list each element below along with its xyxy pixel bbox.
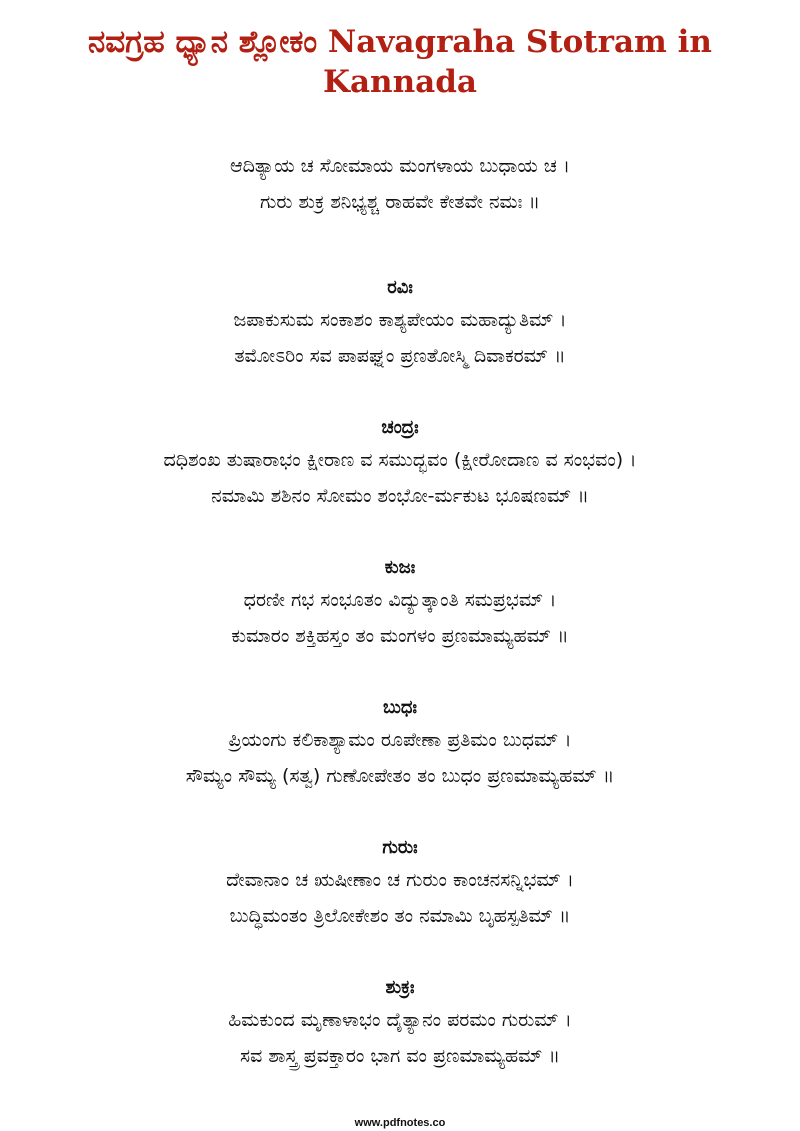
verse-line: ಪ್ರಿಯಂಗು ಕಲಿಕಾಶ್ಯಾಮಂ ರೂಪೇಣಾ ಪ್ರತಿಮಂ ಬುಧಮ್ । xyxy=(228,729,572,751)
verse-line: ಕುಮಾರಂ ಶಕ್ತಿಹಸ್ತಂ ತಂ ಮಂಗಳಂ ಪ್ರಣಮಾಮ್ಯಹಮ್ ॥ xyxy=(231,625,569,647)
stanza-shukra xyxy=(60,974,740,1074)
verse-line: ಗುರು ಶುಕ್ರ ಶನಿಭ್ಯಶ್ಚ ರಾಹವೇ ಕೇತವೇ ನಮಃ ॥ xyxy=(260,191,540,213)
verse-line: ಬುದ್ಧಿಮಂತಂ ತ್ರಿಲೋಕೇಶಂ ತಂ ನಮಾಮಿ ಬೃಹಸ್ಪತಿಮ್ ॥ xyxy=(229,905,571,927)
stanza-heading: ಶುಕ್ರಃ xyxy=(385,977,415,998)
verse-line: ಹಿಮಕುಂದ ಮೃಣಾಳಾಭಂ ದೈತ್ಯಾನಂ ಪರಮಂ ಗುರುಮ್ । xyxy=(228,1009,572,1031)
stotram-body xyxy=(60,148,740,1114)
verse-line: ದಧಿಶಂಖ ತುಷಾರಾಭಂ ಕ್ಷೀರಾಣ ವ ಸಮುದ್ಭವಂ (ಕ್ಷೀರೋದಾಣ ವ ಸಂಭವಂ) । xyxy=(163,449,637,471)
stanza-heading: ಚಂದ್ರಃ xyxy=(381,417,419,438)
stanza-budha xyxy=(60,694,740,794)
stanza-heading: ಕುಜಃ xyxy=(384,557,416,578)
verse-line: ಜಪಾಕುಸುಮ ಸಂಕಾಶಂ ಕಾಶ್ಯಪೇಯಂ ಮಹಾದ್ಯುತಿಮ್ । xyxy=(233,309,567,331)
stanza-kuja xyxy=(60,554,740,654)
stanza-heading: ರವಿಃ xyxy=(387,277,413,298)
stanza-heading: ಗುರುಃ xyxy=(382,837,418,858)
verse-line: ಸವ ಶಾಸ್ತ್ರ ಪ್ರವಕ್ತಾರಂ ಭಾಗ ವಂ ಪ್ರಣಮಾಮ್ಯಹಮ್ ॥ xyxy=(240,1045,560,1067)
verse-line: ದೇವಾನಾಂ ಚ ಋಷೀಣಾಂ ಚ ಗುರುಂ ಕಾಂಚನಸನ್ನಿಭಮ್ । xyxy=(226,869,574,891)
verse-line: ಧರಣೀ ಗಭ ಸಂಭೂತಂ ವಿದ್ಯುತ್ಕಾಂತಿ ಸಮಪ್ರಭಮ್ । xyxy=(243,589,557,611)
stanza-ravi xyxy=(60,274,740,374)
stanza-chandra xyxy=(60,414,740,514)
intro-verse xyxy=(60,148,740,220)
verse-line: ಸೌಮ್ಯಂ ಸೌಮ್ಯ (ಸತ್ವ) ಗುಣೋಪೇತಂ ತಂ ಬುಧಂ ಪ್ರಣಮಾಮ್ಯಹಮ್ ॥ xyxy=(185,765,615,787)
verse-line: ನಮಾಮಿ ಶಶಿನಂ ಸೋಮಂ ಶಂಭೋ-ರ್ಮಕುಟ ಭೂಷಣಮ್ ॥ xyxy=(211,485,589,507)
stanza-guru xyxy=(60,834,740,934)
verse-line: ತಮೋಽರಿಂ ಸವ ಪಾಪಘ್ನಂ ಪ್ರಣತೋಸ್ಮಿ ದಿವಾಕರಮ್ ॥ xyxy=(234,345,566,367)
stanza-heading: ಬುಧಃ xyxy=(382,697,418,718)
footer-url: www.pdfnotes.co xyxy=(354,1117,446,1129)
page-title: ನವಗ್ರಹ ಧ್ಯಾನ ಶ್ಲೋಕಂ Navagraha Stotram in Kannada xyxy=(88,24,712,100)
verse-line: ಆದಿತ್ಯಾಯ ಚ ಸೋಮಾಯ ಮಂಗಳಾಯ ಬುಧಾಯ ಚ । xyxy=(230,155,570,177)
